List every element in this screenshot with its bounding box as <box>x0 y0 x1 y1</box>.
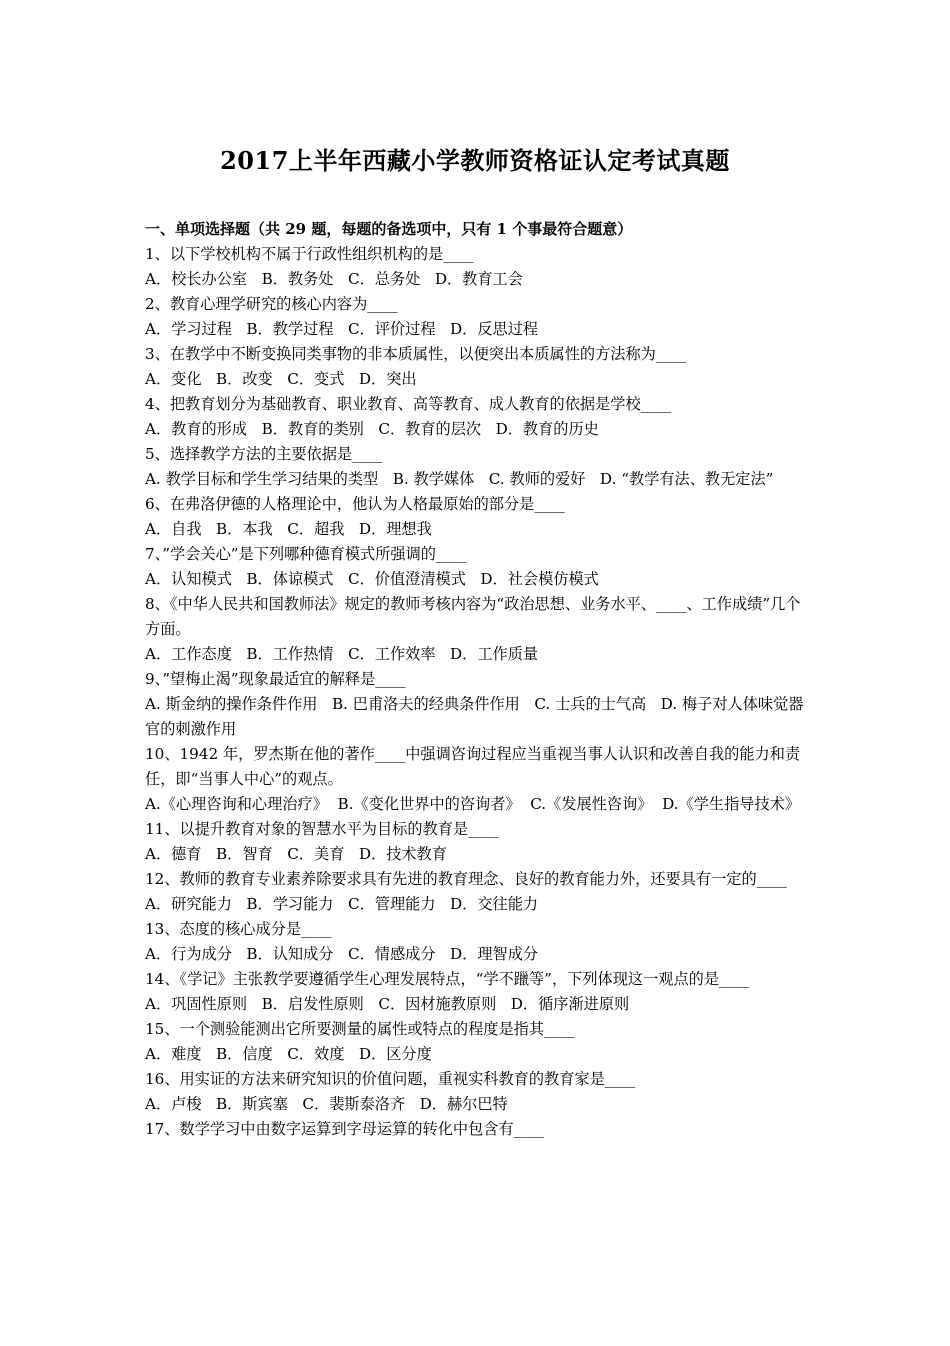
question-stem: 7、”学会关心”是下列哪种德育模式所强调的____ <box>145 545 467 563</box>
question-item <box>145 442 810 492</box>
question-stem: 17、数学学习中由数字运算到字母运算的转化中包含有____ <box>145 1120 545 1138</box>
question-item <box>145 542 810 592</box>
question-options: A．行为成分 B．认知成分 C．情感成分 D．理智成分 <box>145 945 539 963</box>
question-item <box>145 917 810 967</box>
section-heading: 一、单项选择题（共 29 题，每题的备选项中，只有 1 个事最符合题意） <box>145 220 633 238</box>
question-options: A．自我 B．本我 C．超我 D．理想我 <box>145 520 432 538</box>
question-stem: 14、《学记》主张教学要遵循学生心理发展特点，“学不躐等”，下列体现这一观点的是____ <box>145 970 750 988</box>
question-stem: 2、教育心理学研究的核心内容为____ <box>145 295 398 313</box>
document-title: 2017上半年西藏小学教师资格证认定考试真题 <box>220 146 730 175</box>
question-item <box>145 742 810 817</box>
question-item <box>145 242 810 292</box>
question-stem: 9、”望梅止渴”现象最适宜的解释是____ <box>145 670 406 688</box>
question-list <box>145 242 810 1142</box>
question-stem: 13、态度的核心成分是____ <box>145 920 332 938</box>
question-stem: 16、用实证的方法来研究知识的价值问题，重视实科教育的教育家是____ <box>145 1070 636 1088</box>
question-stem: 15、一个测验能测出它所要测量的属性或特点的程度是指其____ <box>145 1020 575 1038</box>
question-options: A．校长办公室 B．教务处 C．总务处 D．教育工会 <box>145 270 523 288</box>
question-item <box>145 592 810 667</box>
question-options: A. 教学目标和学生学习结果的类型 B. 教学媒体 C. 教师的爱好 D. “教学有法、教无定法” <box>145 470 774 488</box>
question-stem: 11、以提升教育对象的智慧水平为目标的教育是____ <box>145 820 499 838</box>
question-stem: 12、教师的教育专业素养除要求具有先进的教育理念、良好的教育能力外，还要具有一定的____ <box>145 870 788 888</box>
question-options: A．巩固性原则 B．启发性原则 C．因材施教原则 D．循序渐进原则 <box>145 995 630 1013</box>
question-options: A．认知模式 B．体谅模式 C．价值澄清模式 D．社会模仿模式 <box>145 570 599 588</box>
question-options: A．研究能力 B．学习能力 C．管理能力 D．交往能力 <box>145 895 539 913</box>
question-item <box>145 967 810 1017</box>
question-stem: 5、选择教学方法的主要依据是____ <box>145 445 383 463</box>
question-stem: 1、以下学校机构不属于行政性组织机构的是____ <box>145 245 474 263</box>
question-item <box>145 492 810 542</box>
question-item <box>145 1067 810 1117</box>
question-item <box>145 867 810 917</box>
question-stem: 4、把教育划分为基础教育、职业教育、高等教育、成人教育的依据是学校____ <box>145 395 672 413</box>
question-options: A. 斯金纳的操作条件作用 B. 巴甫洛夫的经典条件作用 C. 士兵的士气高 D. 梅子对人体味觉器官的刺激作用 <box>145 695 804 738</box>
question-options: A．德育 B．智育 C．美育 D．技术教育 <box>145 845 447 863</box>
question-stem: 6、在弗洛伊德的人格理论中，他认为人格最原始的部分是____ <box>145 495 565 513</box>
question-options: A．卢梭 B．斯宾塞 C．裴斯泰洛齐 D．赫尔巴特 <box>145 1095 508 1113</box>
question-item <box>145 292 810 342</box>
question-options: A．学习过程 B．教学过程 C．评价过程 D．反思过程 <box>145 320 539 338</box>
question-options: A．工作态度 B．工作热情 C．工作效率 D．工作质量 <box>145 645 539 663</box>
question-options: A.《心理咨询和心理治疗》 B.《变化世界中的咨询者》 C.《发展性咨询》 D.《学生指导技术》 <box>145 795 801 813</box>
question-item <box>145 1117 810 1142</box>
question-item <box>145 1017 810 1067</box>
exam-content <box>145 217 810 1142</box>
question-item <box>145 392 810 442</box>
question-item <box>145 342 810 392</box>
question-stem: 3、在教学中不断变换同类事物的非本质属性，以便突出本质属性的方法称为____ <box>145 345 687 363</box>
question-stem: 8、《中华人民共和国教师法》规定的教师考核内容为“政治思想、业务水平、____、工作成绩”几个方面。 <box>145 595 801 638</box>
question-stem: 10、1942 年，罗杰斯在他的著作____中强调咨询过程应当重视当事人认识和改善自我的能力和责任，即“当事人中心”的观点。 <box>145 745 801 788</box>
question-item <box>145 817 810 867</box>
question-options: A．变化 B．改变 C．变式 D．突出 <box>145 370 417 388</box>
question-options: A．教育的形成 B．教育的类别 C．教育的层次 D．教育的历史 <box>145 420 599 438</box>
question-item <box>145 667 810 742</box>
question-options: A．难度 B．信度 C．效度 D．区分度 <box>145 1045 432 1063</box>
